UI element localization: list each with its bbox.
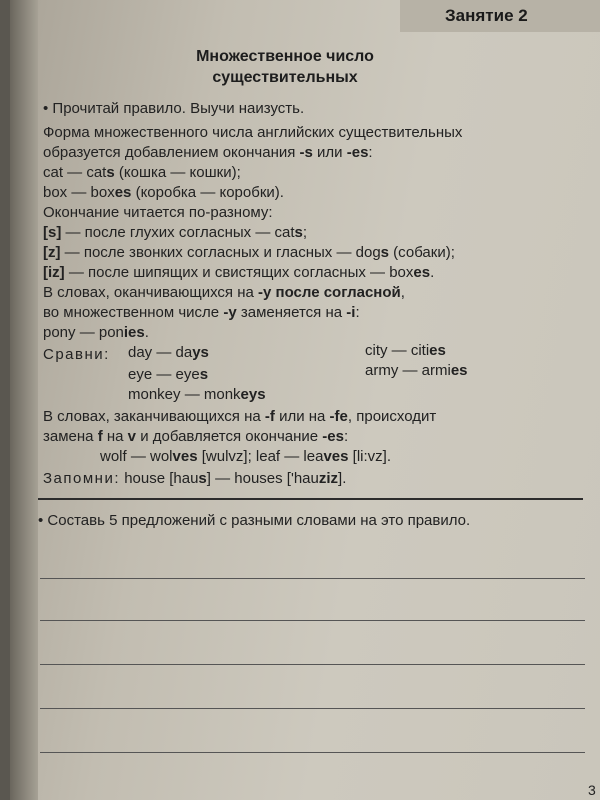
section-title-line-2: существительных [212, 69, 358, 86]
writing-line [40, 752, 585, 753]
compare-item-eye: eye — eyes [128, 366, 209, 383]
page-number: 3 [588, 782, 596, 798]
rule-instruction: • Прочитай правило. Выучи наизусть. [43, 100, 305, 117]
writing-line [40, 578, 585, 579]
compare-item-day: day — days [128, 344, 209, 361]
formation-line-1: Форма множественного числа английских существительных [43, 124, 463, 141]
remember-line: Запомни: house [haus] — houses ['hauziz]. [43, 470, 347, 487]
writing-line [40, 664, 585, 665]
rule-iz: [iz] — после шипящих и свистящих согласных — boxes. [43, 264, 435, 281]
section-title [160, 46, 410, 88]
writing-line [40, 620, 585, 621]
rule-s: [s] — после глухих согласных — cats; [43, 224, 308, 241]
book-gutter [10, 0, 38, 800]
reading-note: Окончание читается по-разному: [43, 204, 273, 221]
section-title-line-1: Множественное число [196, 48, 374, 65]
compare-item-army: army — armies [365, 362, 468, 379]
compare-item-monkey: monkey — monkeys [128, 386, 266, 403]
lesson-heading: Занятие 2 [445, 6, 528, 25]
section-divider [35, 498, 583, 500]
formation-line-2: образуется добавлением окончания -s или -es: [43, 144, 373, 161]
f-rule-example: wolf — wolves [wulvz]; leaf — leaves [li:vz]. [100, 448, 391, 465]
y-rule-line-2: во множественном числе -y заменяется на -i: [43, 304, 360, 321]
writing-line [40, 708, 585, 709]
y-rule-line-1: В словах, оканчивающихся на -y после согласной, [43, 284, 405, 301]
rule-z: [z] — после звонких согласных и гласных — dogs (собаки); [43, 244, 455, 261]
compare-item-city: city — cities [365, 342, 446, 359]
compare-label: Сравни: [43, 346, 110, 363]
f-rule-line-2: замена f на v и добавляется окончание -es: [43, 428, 349, 445]
example-pony: pony — ponies. [43, 324, 149, 341]
workbook-page [10, 0, 600, 800]
f-rule-line-1: В словах, заканчивающихся на -f или на -fe, происходит [43, 408, 437, 425]
task-instruction: • Составь 5 предложений с разными словами на это правило. [38, 512, 471, 529]
example-cat: cat — cats (кошка — кошки); [43, 164, 241, 181]
example-box: box — boxes (коробка — коробки). [43, 184, 284, 201]
